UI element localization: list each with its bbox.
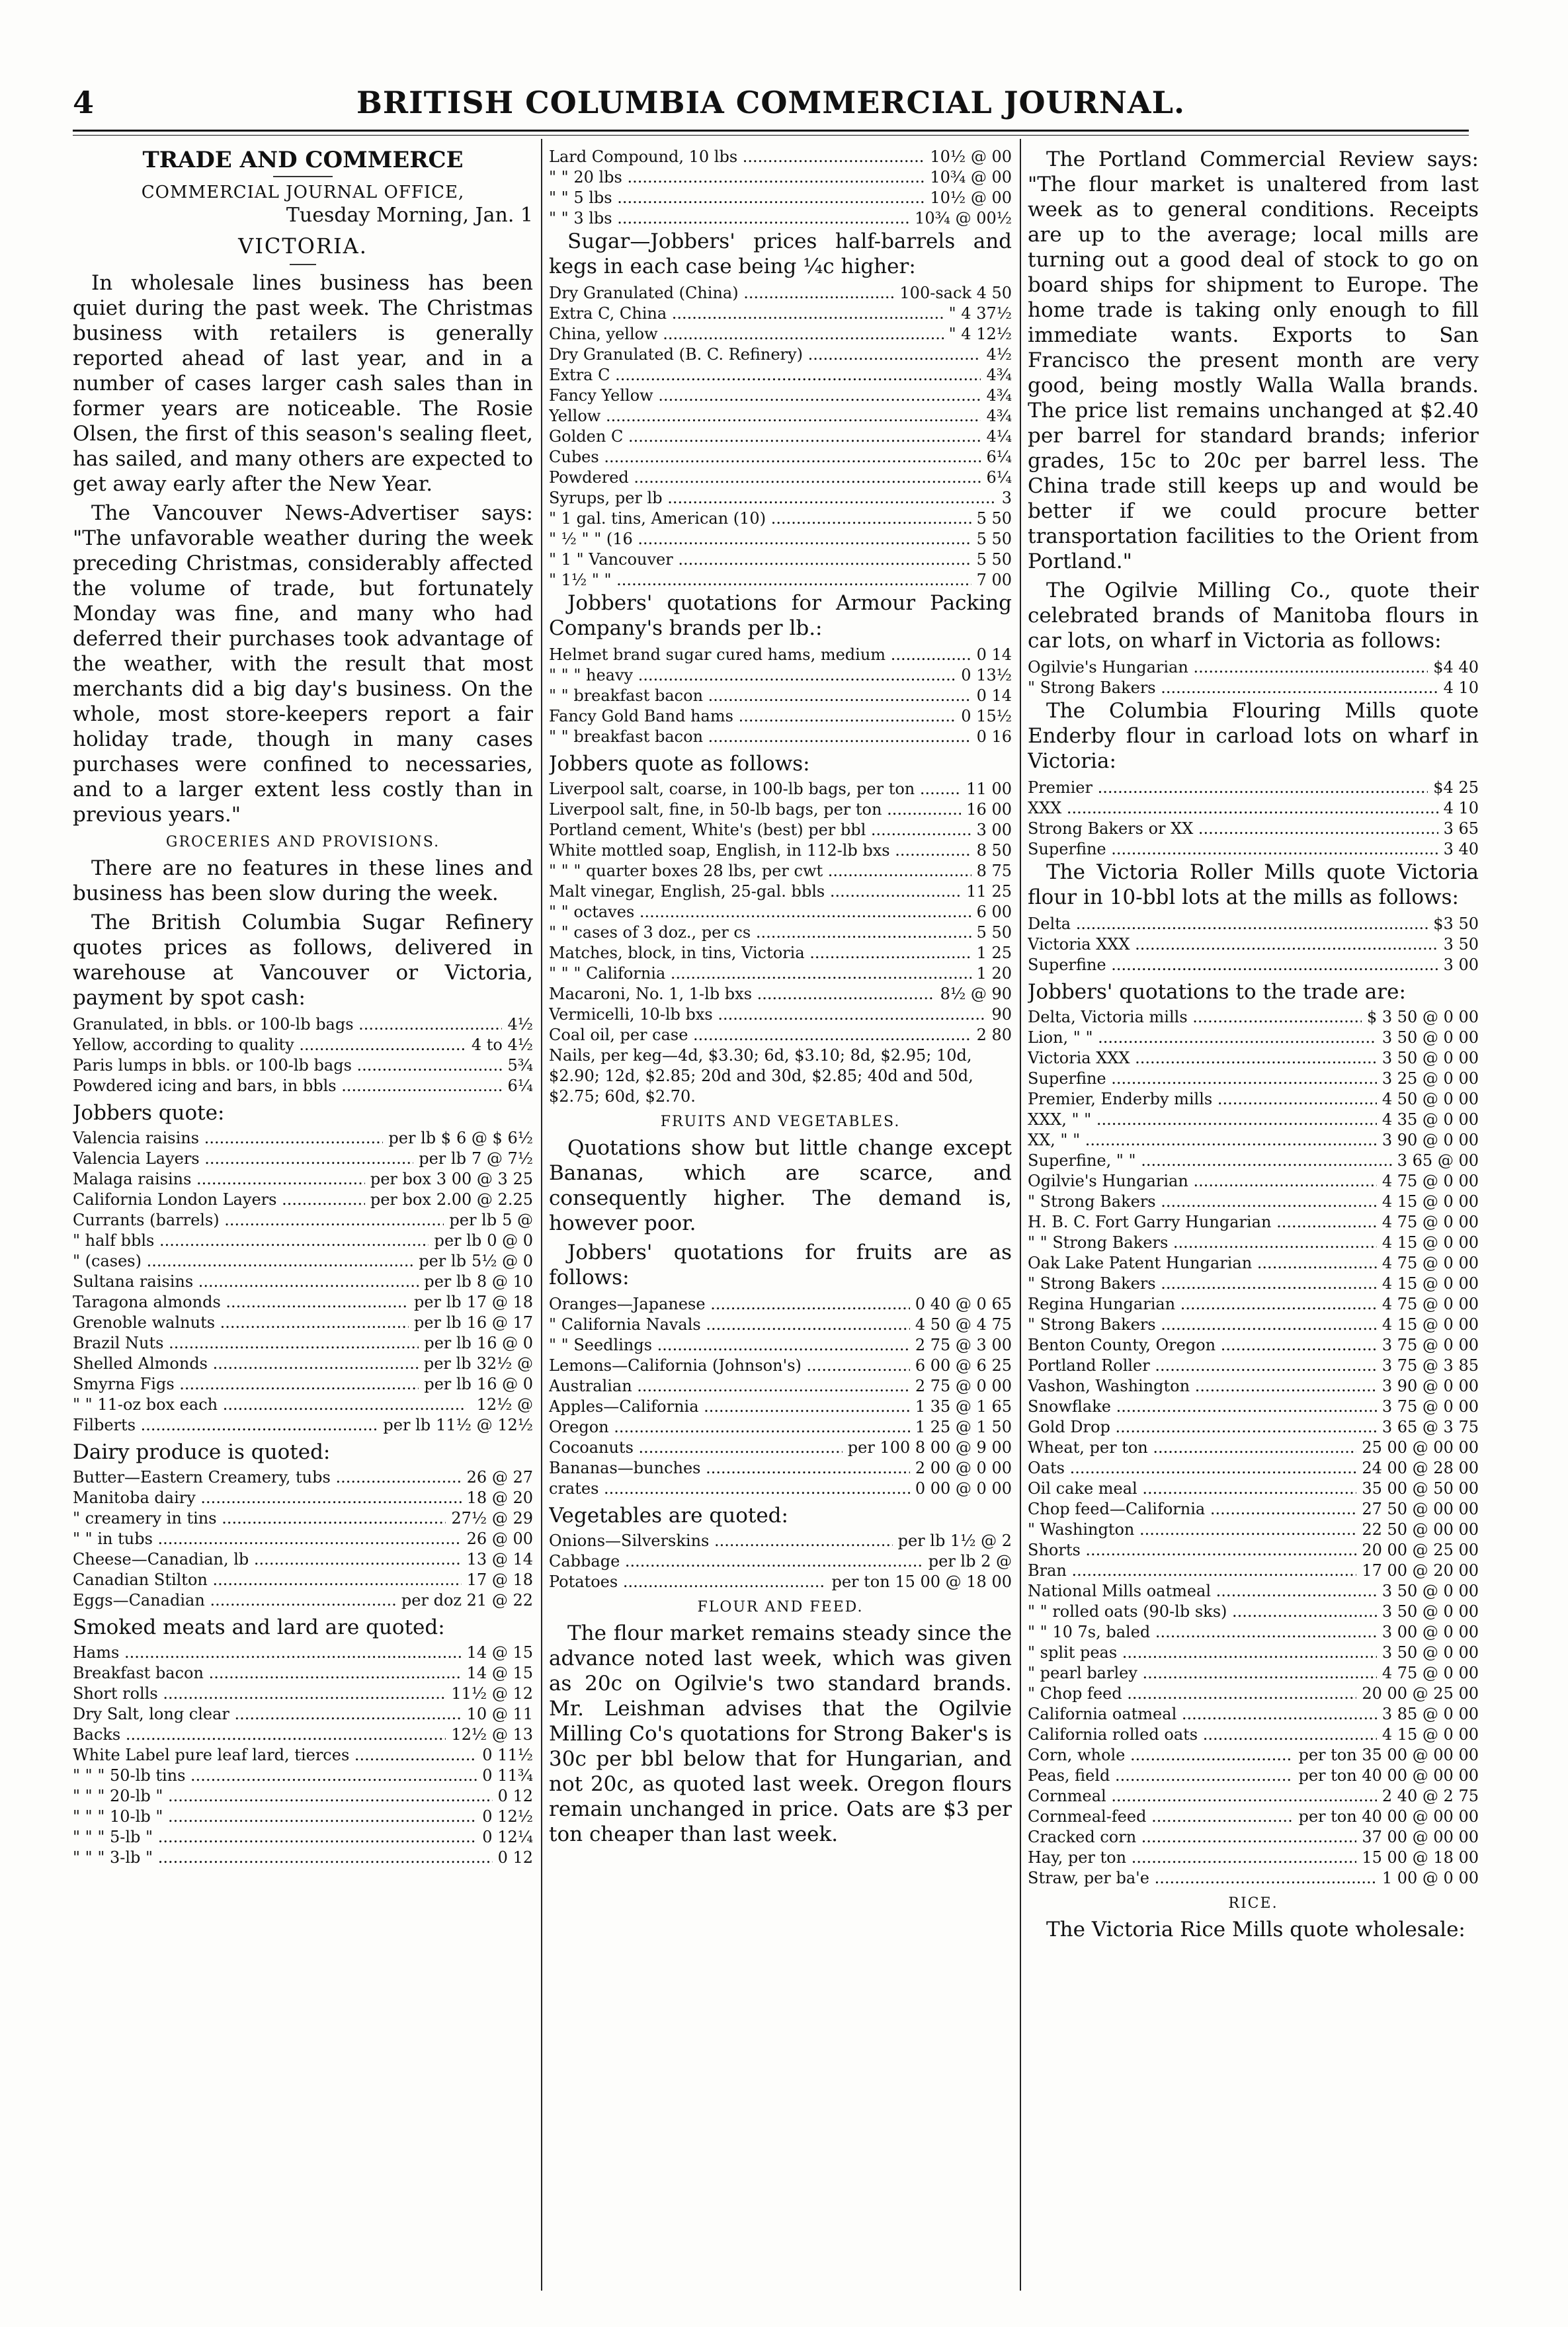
price-row: Coal oil, per case ..... 2 80 (549, 1025, 1012, 1045)
price-row: Extra C ..... 4¾ (549, 365, 1012, 386)
price-row: Lemons—California (Johnson's) ..... 6 00 @ 6 25 (549, 1356, 1012, 1376)
roller-price-list (1028, 914, 1479, 975)
price-row: Lion, " " ..... 3 50 @ 0 00 (1028, 1028, 1479, 1048)
header-rule-thin (73, 135, 1469, 136)
price-row: Liverpool salt, fine, in 50-lb bags, per ton ..... 16 00 (549, 799, 1012, 820)
price-row: " " 3 lbs ..... 10¾ @ 00½ (549, 208, 1012, 229)
misc-price-list (549, 779, 1012, 1045)
price-row: Grenoble walnuts ..... per lb 16 @ 17 (73, 1313, 533, 1333)
journal-title: BRITISH COLUMBIA COMMERCIAL JOURNAL. (356, 85, 1185, 120)
price-row: Matches, block, in tins, Victoria ..... 1 25 (549, 943, 1012, 963)
price-row: Hams ..... 14 @ 15 (73, 1643, 533, 1663)
price-row: Canadian Stilton ..... 17 @ 18 (73, 1570, 533, 1590)
price-row: Yellow, according to quality ..... 4 to 4½ (73, 1035, 533, 1055)
price-row: Superfine ..... 3 40 (1028, 839, 1479, 860)
paragraph: The Vancouver News-Advertiser says: "The unfavorable weather during the week preceding Christmas, considerably affected the volume of trade, but fortunately Monday was fine, and many who had deferred their purchases took advantage of the weather, with the result that most merchants did a big day's business. On the whole, most store-keepers report a fair holiday trade, though in many cases purchases were confined to necessaries, and to a larger extent less costly than in previous years." (73, 501, 533, 827)
price-row: " " in tubs ..... 26 @ 00 (73, 1529, 533, 1549)
price-row: Regina Hungarian ..... 4 75 @ 0 00 (1028, 1294, 1479, 1315)
price-row: Valencia Layers ..... per lb 7 @ 7½ (73, 1149, 533, 1169)
price-row: Premier ..... $4 25 (1028, 778, 1479, 798)
paragraph: The British Columbia Sugar Refinery quotes prices as follows, delivered in warehouse at Vancouver or Victoria, payment by spot cash: (73, 911, 533, 1010)
price-row: Brazil Nuts ..... per lb 16 @ 0 (73, 1333, 533, 1354)
price-row: California London Layers ..... per box 2.00 @ 2.25 (73, 1190, 533, 1210)
fruits-price-list (549, 1294, 1012, 1499)
subsection-heading: RICE. (1228, 1895, 1278, 1912)
price-row: Onions—Silverskins ..... per lb 1½ @ 2 (549, 1531, 1012, 1551)
paragraph: The Victoria Roller Mills quote Victoria flour in 10-bbl lots at the mills as follows: (1028, 860, 1479, 909)
price-row: Peas, field ..... per ton 40 00 @ 00 00 (1028, 1766, 1479, 1786)
price-row: Cheese—Canadian, lb ..... 13 @ 14 (73, 1549, 533, 1570)
price-row: Cornmeal-feed ..... per ton 40 00 @ 00 00 (1028, 1807, 1479, 1827)
price-row: California rolled oats ..... 4 15 @ 0 00 (1028, 1725, 1479, 1745)
meats-price-list (73, 1643, 533, 1868)
columbia-price-list (1028, 778, 1479, 860)
paragraph: The Ogilvie Milling Co., quote their celebrated brands of Manitoba flours in car lots, on wharf in Victoria as follows: (1028, 579, 1479, 653)
price-row: White Label pure leaf lard, tierces ..... 0 11½ (73, 1745, 533, 1766)
price-row: Dry Salt, long clear ..... 10 @ 11 (73, 1704, 533, 1725)
paragraph: The Columbia Flouring Mills quote Enderby flour in carload lots on wharf in Victoria: (1028, 699, 1479, 773)
list-heading: Jobbers quote: (73, 1101, 225, 1125)
price-row: Oranges—Japanese ..... 0 40 @ 0 65 (549, 1294, 1012, 1315)
price-row: Cubes ..... 6¼ (549, 447, 1012, 468)
paragraph: Quotations show but little change except Bananas, which are scarce, and consequently higher. The demand is, however poor. (549, 1136, 1012, 1235)
price-row: " " breakfast bacon ..... 0 14 (549, 686, 1012, 706)
price-row: " Strong Bakers ..... 4 10 (1028, 678, 1479, 698)
price-row: " Strong Bakers ..... 4 15 @ 0 00 (1028, 1315, 1479, 1335)
price-row: Taragona almonds ..... per lb 17 @ 18 (73, 1292, 533, 1313)
price-row: Straw, per ba'e ..... 1 00 @ 0 00 (1028, 1868, 1479, 1889)
column-divider (1020, 139, 1021, 2291)
price-row: " " " 50-lb tins ..... 0 11¾ (73, 1766, 533, 1786)
price-row: H. B. C. Fort Garry Hungarian ..... 4 75 @ 0 00 (1028, 1212, 1479, 1233)
price-row: " " rolled oats (90-lb sks) ..... 3 50 @ 0 00 (1028, 1602, 1479, 1622)
divider (273, 176, 333, 177)
ogilvie-price-list (1028, 657, 1479, 698)
price-row: Oats ..... 24 00 @ 28 00 (1028, 1458, 1479, 1479)
price-row: China, yellow ..... " 4 12½ (549, 324, 1012, 345)
price-row: Cocoanuts ..... per 100 8 00 @ 9 00 (549, 1438, 1012, 1458)
price-row: Victoria XXX ..... 3 50 (1028, 934, 1479, 955)
price-row: Sultana raisins ..... per lb 8 @ 10 (73, 1272, 533, 1292)
price-row: " " 10 7s, baled ..... 3 00 @ 0 00 (1028, 1622, 1479, 1643)
price-row: Filberts ..... per lb 11½ @ 12½ (73, 1415, 533, 1436)
paragraph: Jobbers' quotations for Armour Packing Company's brands per lb.: (549, 591, 1012, 640)
column-2 (549, 147, 1012, 2287)
trade-price-list (1028, 1007, 1479, 1889)
price-row: Superfine ..... 3 25 @ 0 00 (1028, 1069, 1479, 1089)
price-row: Oregon ..... 1 25 @ 1 50 (549, 1417, 1012, 1438)
price-row: Oil cake meal ..... 35 00 @ 50 00 (1028, 1479, 1479, 1499)
price-row: " " " California ..... 1 20 (549, 963, 1012, 984)
armour-price-list (549, 645, 1012, 747)
price-row: Wheat, per ton ..... 25 00 @ 00 00 (1028, 1438, 1479, 1458)
price-row: " pearl barley ..... 4 75 @ 0 00 (1028, 1663, 1479, 1684)
price-row: crates ..... 0 00 @ 0 00 (549, 1479, 1012, 1499)
list-heading: Smoked meats and lard are quoted: (73, 1615, 445, 1639)
paragraph: The Portland Commercial Review says: "The flour market is unaltered from last week as to general conditions. Receipts are up to the average; local mills are turning out a good deal of stock to go on board ships for shipment to Europe. The home trade is taking only enough to fill immediate wants. Exports to San Francisco the present month are very good, being mostly Walla Walla brands. The price list remains unchanged at $2.40 per barrel for standard brands; inferior grades, 15c to 20c per barrel less. The China trade still keeps up and would be better if we could procure better transportation facilities to the Orient from Portland." (1028, 147, 1479, 573)
column-1 (73, 147, 533, 2287)
sugar-price-list (73, 1014, 533, 1096)
price-row: Vermicelli, 10-lb bxs ..... 90 (549, 1004, 1012, 1025)
price-row: Powdered ..... 6¼ (549, 468, 1012, 488)
page-number: 4 (73, 85, 95, 120)
price-row: Snowflake ..... 3 75 @ 0 00 (1028, 1397, 1479, 1417)
price-row: " " Seedlings ..... 2 75 @ 3 00 (549, 1335, 1012, 1356)
price-row: Malaga raisins ..... per box 3 00 @ 3 25 (73, 1169, 533, 1190)
price-row: XXX, " " ..... 4 35 @ 0 00 (1028, 1110, 1479, 1130)
price-row: Bananas—bunches ..... 2 00 @ 0 00 (549, 1458, 1012, 1479)
price-row: Helmet brand sugar cured hams, medium ..... 0 14 (549, 645, 1012, 665)
price-row: Gold Drop ..... 3 65 @ 3 75 (1028, 1417, 1479, 1438)
price-row: Portland Roller ..... 3 75 @ 3 85 (1028, 1356, 1479, 1376)
price-row: XX, " " ..... 3 90 @ 0 00 (1028, 1130, 1479, 1151)
list-heading: Vegetables are quoted: (549, 1504, 788, 1528)
paragraph: Jobbers' quotations for fruits are as follows: (549, 1241, 1012, 1289)
price-row: Cracked corn ..... 37 00 @ 00 00 (1028, 1827, 1479, 1848)
price-row: Oak Lake Patent Hungarian ..... 4 75 @ 0 00 (1028, 1253, 1479, 1274)
veg-price-list (549, 1531, 1012, 1592)
subsection-heading: FRUITS AND VEGETABLES. (660, 1114, 901, 1130)
price-row: " " breakfast bacon ..... 0 16 (549, 727, 1012, 747)
price-row: Superfine, " " ..... 3 65 @ 00 (1028, 1151, 1479, 1171)
price-row: Cornmeal ..... 2 40 @ 2 75 (1028, 1786, 1479, 1807)
price-row: Cabbage ..... per lb 2 @ (549, 1551, 1012, 1572)
price-row: Macaroni, No. 1, 1-lb bxs ..... 8½ @ 90 (549, 984, 1012, 1004)
sugar-jobbers-list (549, 283, 1012, 591)
price-row: Potatoes ..... per ton 15 00 @ 18 00 (549, 1572, 1012, 1592)
price-row: Delta, Victoria mills ..... $ 3 50 @ 0 00 (1028, 1007, 1479, 1028)
price-row: Shelled Almonds ..... per lb 32½ @ (73, 1354, 533, 1374)
price-row: Ogilvie's Hungarian ..... $4 40 (1028, 657, 1479, 678)
price-row: Superfine ..... 3 00 (1028, 955, 1479, 975)
price-row: Golden C ..... 4¼ (549, 427, 1012, 447)
date-line: Tuesday Morning, Jan. 1 (286, 204, 533, 227)
price-row: Delta ..... $3 50 (1028, 914, 1479, 934)
price-row: " " " 5-lb " ..... 0 12¼ (73, 1827, 533, 1848)
price-row: Butter—Eastern Creamery, tubs ..... 26 @ 27 (73, 1467, 533, 1488)
price-row: Australian ..... 2 75 @ 0 00 (549, 1376, 1012, 1397)
paragraph: In wholesale lines business has been quiet during the past week. The Christmas business with retailers is generally reported ahead of last year, and in a number of cases larger cash sales than in former years are noticeable. The Rosie Olsen, the first of this season's sealing fleet, has sailed, and many others are expected to get away early after the New Year. (73, 271, 533, 496)
price-row: Portland cement, White's (best) per bbl ..... 3 00 (549, 820, 1012, 840)
price-row: Hay, per ton ..... 15 00 @ 18 00 (1028, 1848, 1479, 1868)
price-row: " " " 3-lb " ..... 0 12 (73, 1848, 533, 1868)
price-row: " " cases of 3 doz., per cs ..... 5 50 (549, 922, 1012, 943)
price-row: Dry Granulated (China) ..... 100-sack 4 50 (549, 283, 1012, 304)
price-row: " Chop feed ..... 20 00 @ 25 00 (1028, 1684, 1479, 1704)
price-row: Fancy Yellow ..... 4¾ (549, 386, 1012, 406)
price-row: " " Strong Bakers ..... 4 15 @ 0 00 (1028, 1233, 1479, 1253)
price-row: " half bbls ..... per lb 0 @ 0 (73, 1231, 533, 1251)
price-row: " " 11-oz box each ..... 12½ @ (73, 1395, 533, 1415)
list-heading: Jobbers' quotations to the trade are: (1028, 980, 1406, 1004)
nails-prices: Nails, per keg—4d, $3.30; 6d, $3.10; 8d, $2.95; 10d, $2.90; 12d, $2.85; 20d and 30d, $2.85; 40d and 50d, $2.75; 60d, $2.70. (549, 1046, 973, 1106)
price-row: Vashon, Washington ..... 3 90 @ 0 00 (1028, 1376, 1479, 1397)
price-row: " ½ " " (16 ..... 5 50 (549, 529, 1012, 550)
subsection-heading: GROCERIES AND PROVISIONS. (165, 834, 440, 850)
price-row: Victoria XXX ..... 3 50 @ 0 00 (1028, 1048, 1479, 1069)
fruit-price-list (73, 1128, 533, 1436)
price-row: Eggs—Canadian ..... per doz 21 @ 22 (73, 1590, 533, 1611)
price-row: Syrups, per lb ..... 3 (549, 488, 1012, 509)
price-row: Ogilvie's Hungarian ..... 4 75 @ 0 00 (1028, 1171, 1479, 1192)
city-heading: VICTORIA. (238, 233, 368, 259)
column-3 (1028, 147, 1479, 2287)
price-row: Manitoba dairy ..... 18 @ 20 (73, 1488, 533, 1508)
price-row: Premier, Enderby mills ..... 4 50 @ 0 00 (1028, 1089, 1479, 1110)
price-row: Chop feed—California ..... 27 50 @ 00 00 (1028, 1499, 1479, 1520)
price-row: " " " 10-lb " ..... 0 12½ (73, 1807, 533, 1827)
price-row: California oatmeal ..... 3 85 @ 0 00 (1028, 1704, 1479, 1725)
price-row: " " 20 lbs ..... 10¾ @ 00 (549, 167, 1012, 188)
price-row: " 1 " Vancouver ..... 5 50 (549, 550, 1012, 570)
price-row: " Strong Bakers ..... 4 15 @ 0 00 (1028, 1192, 1479, 1212)
price-row: Fancy Gold Band hams ..... 0 15½ (549, 706, 1012, 727)
price-row: " 1 gal. tins, American (10) ..... 5 50 (549, 509, 1012, 529)
price-row: Strong Bakers or XX ..... 3 65 (1028, 819, 1479, 839)
price-row: White mottled soap, English, in 112-lb bxs ..... 8 50 (549, 840, 1012, 861)
paragraph: The flour market remains steady since the advance noted last week, which was given as 20c on Ogilvie's two standard brands. Mr. Leishman advises that the Ogilvie Milling Co's quotations for Strong Baker's is 30c per bbl below that for Hungarian, and not 20c, as quoted last week. Oregon flours remain unchanged in price. Oats are $3 per ton cheaper than last week. (549, 1621, 1012, 1846)
price-row: " " 5 lbs ..... 10½ @ 00 (549, 188, 1012, 208)
list-heading: Dairy produce is quoted: (73, 1440, 331, 1464)
paragraph: There are no features in these lines and business has been slow during the week. (73, 856, 533, 905)
dairy-price-list (73, 1467, 533, 1611)
section-heading: TRADE AND COMMERCE (142, 147, 464, 173)
price-row: Shorts ..... 20 00 @ 25 00 (1028, 1540, 1479, 1561)
price-row: " Strong Bakers ..... 4 15 @ 0 00 (1028, 1274, 1479, 1294)
price-row: " California Navals ..... 4 50 @ 4 75 (549, 1315, 1012, 1335)
price-row: Breakfast bacon ..... 14 @ 15 (73, 1663, 533, 1684)
price-row: " " " heavy ..... 0 13½ (549, 665, 1012, 686)
price-row: " split peas ..... 3 50 @ 0 00 (1028, 1643, 1479, 1663)
price-row: Benton County, Oregon ..... 3 75 @ 0 00 (1028, 1335, 1479, 1356)
price-row: Yellow ..... 4¾ (549, 406, 1012, 427)
price-row: National Mills oatmeal ..... 3 50 @ 0 00 (1028, 1581, 1479, 1602)
price-row: Short rolls ..... 11½ @ 12 (73, 1684, 533, 1704)
price-row: Bran ..... 17 00 @ 20 00 (1028, 1561, 1479, 1581)
price-row: " 1½ " " ..... 7 00 (549, 570, 1012, 591)
price-row: " (cases) ..... per lb 5½ @ 0 (73, 1251, 533, 1272)
price-row: Extra C, China ..... " 4 37½ (549, 304, 1012, 324)
subsection-heading: FLOUR AND FEED. (697, 1599, 864, 1615)
price-row: Backs ..... 12½ @ 13 (73, 1725, 533, 1745)
price-row: Granulated, in bbls. or 100-lb bags ..... 4½ (73, 1014, 533, 1035)
price-row: Corn, whole ..... per ton 35 00 @ 00 00 (1028, 1745, 1479, 1766)
office-line: COMMERCIAL JOURNAL OFFICE, (141, 183, 465, 202)
price-row: " " " 20-lb " ..... 0 12 (73, 1786, 533, 1807)
page-header (73, 79, 1469, 132)
list-heading: Jobbers quote as follows: (549, 752, 810, 776)
price-row: Powdered icing and bars, in bbls ..... 6¼ (73, 1076, 533, 1096)
lard-price-list (549, 147, 1012, 229)
price-row: XXX ..... 4 10 (1028, 798, 1479, 819)
price-row: " creamery in tins ..... 27½ @ 29 (73, 1508, 533, 1529)
price-row: Dry Granulated (B. C. Refinery) ..... 4½ (549, 345, 1012, 365)
price-row: Paris lumps in bbls. or 100-lb bags ..... 5¾ (73, 1055, 533, 1076)
header-rule (73, 130, 1469, 132)
price-row: " Washington ..... 22 50 @ 00 00 (1028, 1520, 1479, 1540)
price-row: Malt vinegar, English, 25-gal. bbls ..... 11 25 (549, 881, 1012, 902)
price-row: Currants (barrels) ..... per lb 5 @ (73, 1210, 533, 1231)
column-divider (541, 139, 542, 2291)
price-row: Liverpool salt, coarse, in 100-lb bags, per ton ..... 11 00 (549, 779, 1012, 799)
price-row: Lard Compound, 10 lbs ..... 10½ @ 00 (549, 147, 1012, 167)
price-row: Apples—California ..... 1 35 @ 1 65 (549, 1397, 1012, 1417)
price-row: Valencia raisins ..... per lb $ 6 @ $ 6½ (73, 1128, 533, 1149)
price-row: " " octaves ..... 6 00 (549, 902, 1012, 922)
paragraph: Sugar—Jobbers' prices half-barrels and kegs in each case being ¼c higher: (549, 229, 1012, 278)
price-row: Smyrna Figs ..... per lb 16 @ 0 (73, 1374, 533, 1395)
paragraph: The Victoria Rice Mills quote wholesale: (1046, 1918, 1465, 1941)
divider (290, 264, 316, 265)
price-row: " " " quarter boxes 28 lbs, per cwt ..... 8 75 (549, 861, 1012, 881)
